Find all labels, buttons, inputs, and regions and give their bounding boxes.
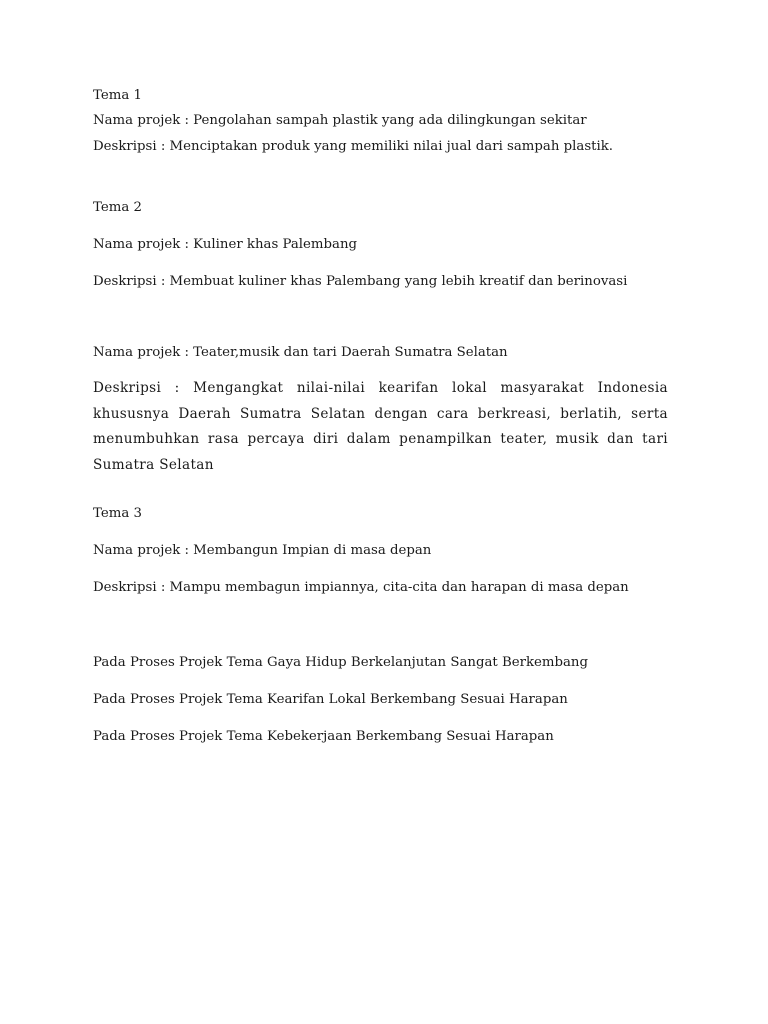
tema-1-heading: Tema 1 — [93, 88, 142, 103]
tema-3-nama-projek: Nama projek : Membangun Impian di masa depan — [93, 543, 432, 558]
tema-3-deskripsi: Deskripsi : Mampu membagun impiannya, cita-cita dan harapan di masa depan — [93, 580, 629, 595]
tema-2-nama-projek-2: Nama projek : Teater,musik dan tari Daerah Sumatra Selatan — [93, 345, 508, 360]
tema-2-nama-projek-1: Nama projek : Kuliner khas Palembang — [93, 237, 358, 252]
summary-line: Pada Proses Projek Tema Kearifan Lokal Berkembang Sesuai Harapan — [93, 692, 568, 707]
tema-2-heading: Tema 2 — [93, 200, 142, 215]
tema-3-heading: Tema 3 — [93, 506, 142, 521]
tema-2-deskripsi-1: Deskripsi : Membuat kuliner khas Palembang yang lebih kreatif dan berinovasi — [93, 274, 628, 289]
tema-1-nama-projek: Nama projek : Pengolahan sampah plastik yang ada dilingkungan sekitar — [93, 113, 587, 128]
summary-line: Pada Proses Projek Tema Gaya Hidup Berkelanjutan Sangat Berkembang — [93, 655, 588, 670]
tema-1-deskripsi: Deskripsi : Menciptakan produk yang memiliki nilai jual dari sampah plastik. — [93, 139, 614, 154]
tema-2-deskripsi-2: Deskripsi : Mengangkat nilai-nilai kearifan lokal masyarakat Indonesia khususnya Daerah Sumatra Selatan dengan cara berkreasi, berlatih, serta menumbuhkan rasa percaya diri dalam penampilkan teater, musik dan tari Sumatra Selatan — [93, 380, 668, 473]
summary-line: Pada Proses Projek Tema Kebekerjaan Berkembang Sesuai Harapan — [93, 729, 554, 744]
